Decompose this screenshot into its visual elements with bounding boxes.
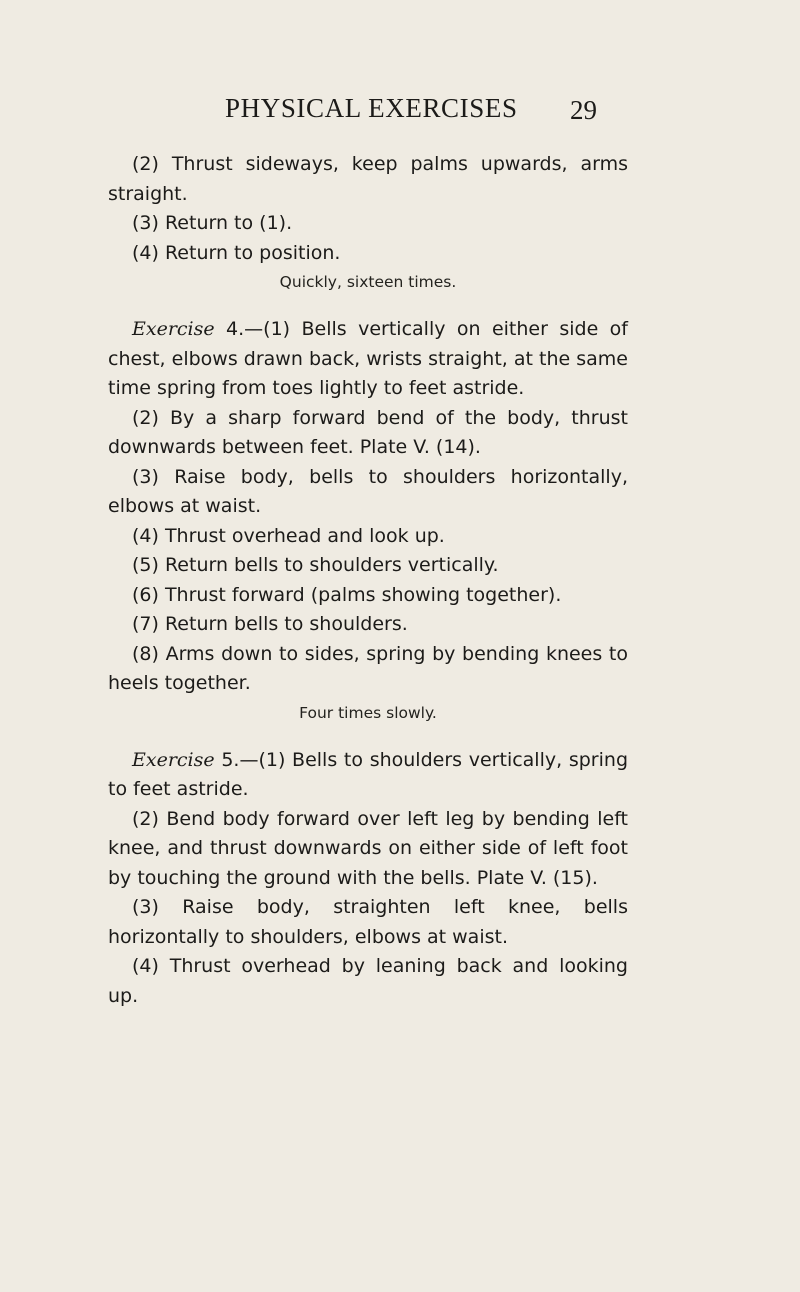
- step-paragraph: (3) Return to (1).: [132, 212, 293, 234]
- step-paragraph: (3) Raise body, bells to shoulders horizontally, elbows at waist.: [108, 465, 628, 517]
- step-paragraph: (4) Return to position.: [132, 241, 341, 264]
- step-paragraph: (2) Thrust sideways, keep palms upwards, arms straight.: [108, 153, 628, 205]
- exercise-label: Exercise: [132, 318, 215, 340]
- step-paragraph: (6) Thrust forward (palms showing together).: [132, 583, 562, 606]
- exercise-5-heading: [108, 746, 628, 805]
- step-paragraph: (4) Thrust overhead by leaning back and looking up.: [108, 955, 628, 1007]
- exercise-4-lead-text: 4.—(1) Bells vertically on either side of chest, elbows drawn back, wrists straight, at the same time spring from toes lightly to feet astride.: [108, 318, 628, 399]
- step-paragraph: (4) Thrust overhead and look up.: [132, 524, 445, 547]
- step-paragraph: (3) Raise body, straighten left knee, bells horizontally to shoulders, elbows at waist.: [108, 896, 628, 948]
- exercise-5-lead-text: 5.—(1) Bells to shoulders vertically, spring to feet astride.: [108, 748, 628, 800]
- body-text: [108, 150, 628, 1011]
- step-paragraph: (5) Return bells to shoulders vertically.: [132, 554, 499, 576]
- repetition-note: Four times slowly.: [299, 703, 437, 722]
- repetition-note: Quickly, sixteen times.: [279, 273, 457, 291]
- step-paragraph: (2) Bend body forward over left leg by bending left knee, and thrust downwards on either side of left foot by touching the ground with the bells. Plate V. (15).: [108, 807, 628, 889]
- step-paragraph: (7) Return bells to shoulders.: [132, 613, 408, 635]
- step-paragraph: (8) Arms down to sides, spring by bending knees to heels together.: [108, 642, 628, 694]
- running-title: PHYSICAL EXERCISES: [225, 93, 518, 123]
- page-number: 29: [570, 95, 597, 125]
- running-head: [0, 93, 800, 133]
- step-paragraph: (2) By a sharp forward bend of the body, thrust downwards between feet. Plate V. (14).: [108, 406, 628, 458]
- exercise-label: Exercise: [132, 748, 215, 771]
- exercise-4-heading: [108, 315, 628, 404]
